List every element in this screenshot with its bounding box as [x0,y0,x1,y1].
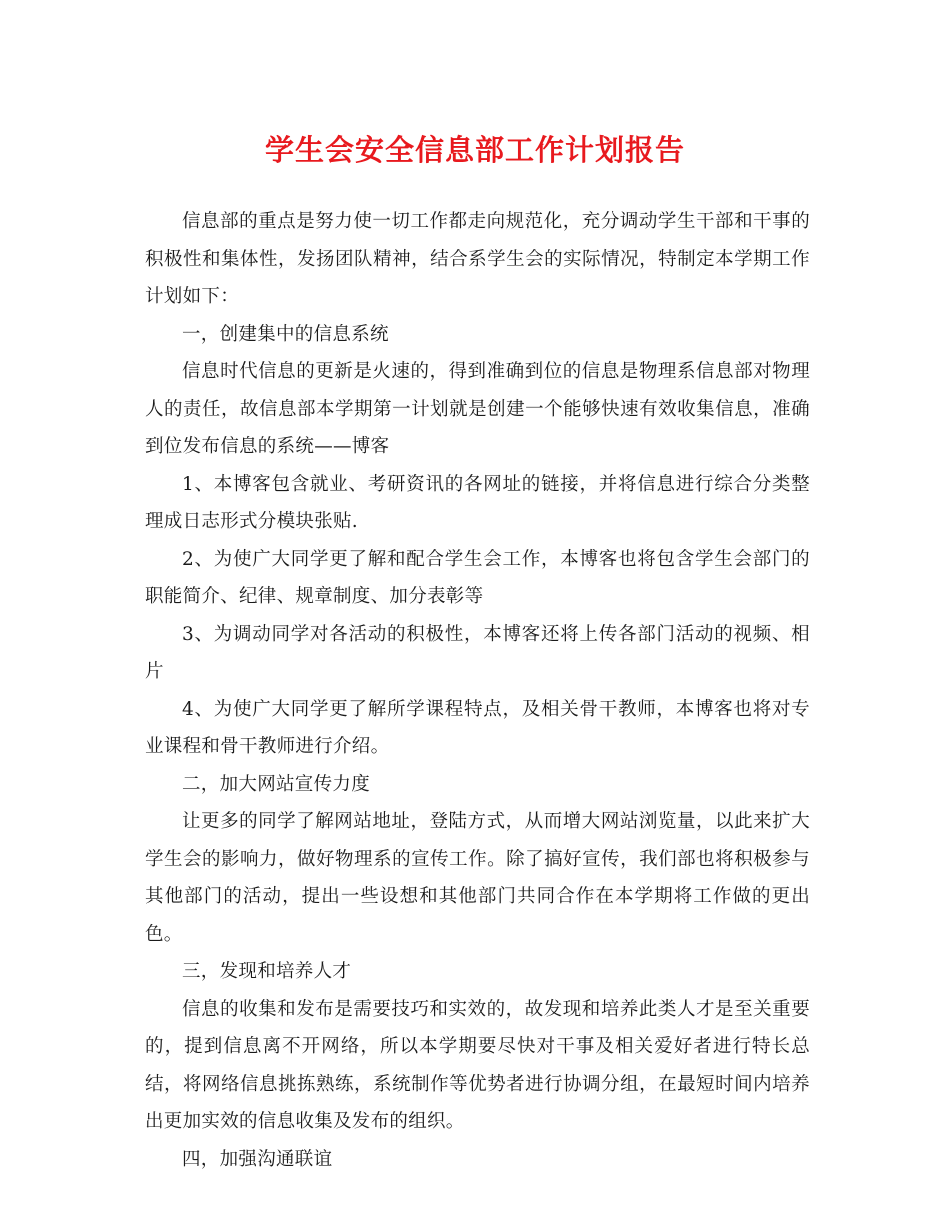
document-body [145,203,810,1178]
body-paragraph: 信息时代信息的更新是火速的，得到准确到位的信息是物理系信息部对物理人的责任，故信息部本学期第一计划就是创建一个能够快速有效收集信息，准确到位发布信息的系统——博客 [145,361,810,457]
section-heading-4: 四，加强沟通联谊 [182,1148,333,1170]
section-heading-3: 三，发现和培养人才 [182,961,352,982]
body-paragraph: 信息的收集和发布是需要技巧和实效的，故发现和培养此类人才是至关重要的，提到信息离不开网络，所以本学期要尽快对干事及相关爱好者进行特长总结，将网络信息挑拣熟练，系统制作等优势者进行协调分组，在最短时间内培养出更加实效的信息收集及发布的组织。 [145,998,810,1132]
list-item-4: 4、为使广大同学更了解所学课程特点，及相关骨干教师，本博客也将对专业课程和骨干教师进行介绍。 [145,698,810,757]
intro-paragraph: 信息部的重点是努力使一切工作都走向规范化，充分调动学生干部和干事的积极性和集体性，发扬团队精神，结合系学生会的实际情况，特制定本学期工作计划如下： [145,211,810,307]
body-paragraph: 让更多的同学了解网站地址，登陆方式，从而增大网站浏览量，以此来扩大学生会的影响力，做好物理系的宣传工作。除了搞好宣传，我们部也将积极参与其他部门的活动，提出一些设想和其他部门共同合作在本学期将工作做的更出色。 [145,811,810,945]
section-heading-2: 二，加大网站宣传力度 [182,773,371,795]
list-item-2: 2、为使广大同学更了解和配合学生会工作，本博客也将包含学生会部门的职能简介、纪律、规章制度、加分表彰等 [145,548,810,607]
section-heading-1: 一，创建集中的信息系统 [182,323,389,345]
document-title: 学生会安全信息部工作计划报告 [264,133,685,167]
list-item-3: 3、为调动同学对各活动的积极性，本博客还将上传各部门活动的视频、相片 [145,623,810,682]
list-item-1: 1、本博客包含就业、考研资讯的各网址的链接，并将信息进行综合分类整理成日志形式分模块张贴. [145,473,810,532]
